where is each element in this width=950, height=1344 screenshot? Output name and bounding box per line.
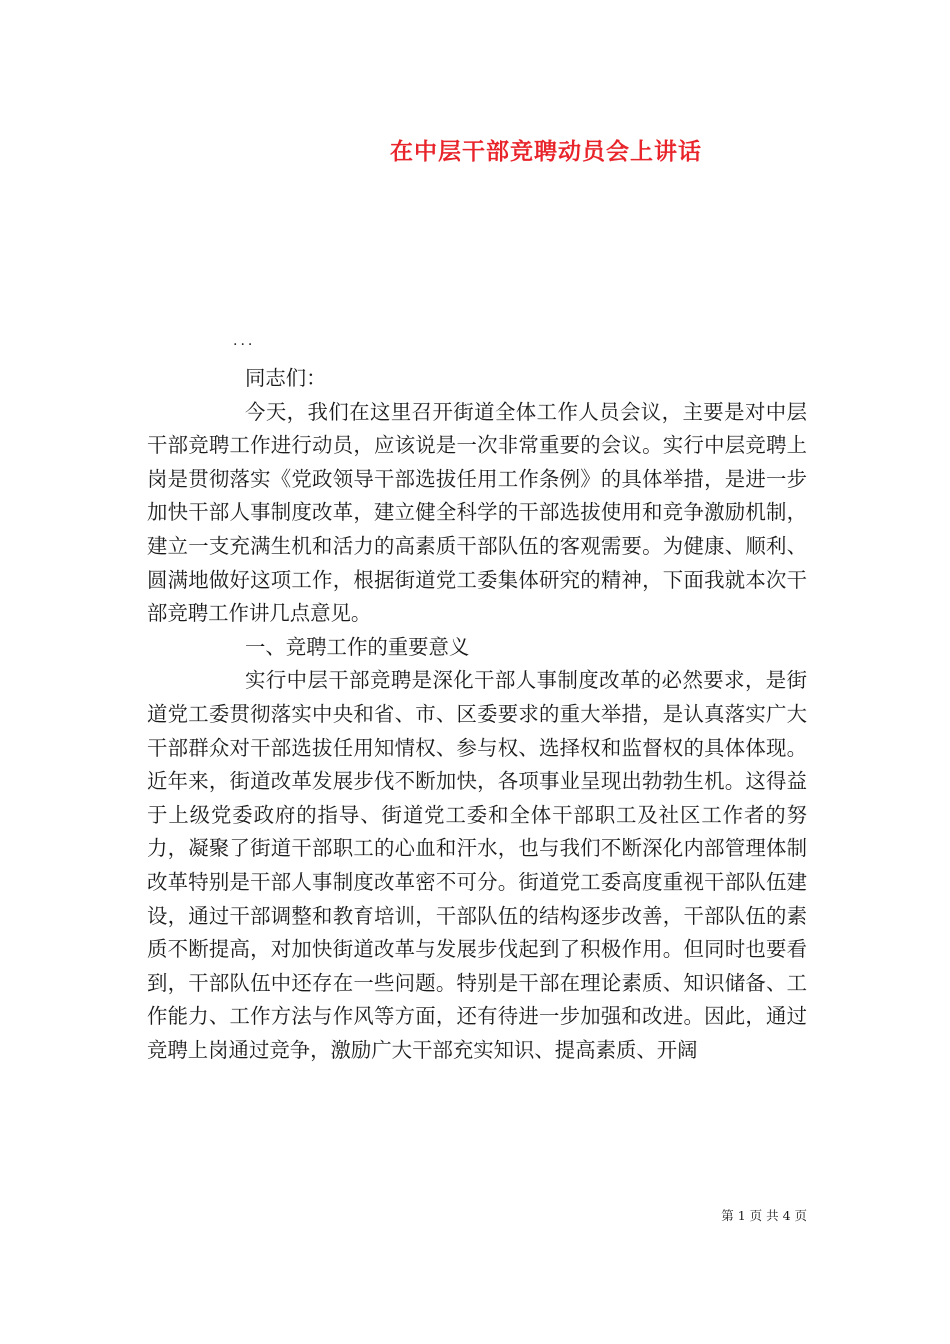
salutation: 同志们：	[245, 366, 327, 390]
document-title: 在中层干部竞聘动员会上讲话	[390, 139, 702, 165]
paragraph-intro: 今天，我们在这里召开街道全体工作人员会议，主要是对中层干部竞聘工作进行动员，应该说是一次非常重要的会议。实行中层竞聘上岗是贯彻落实《党政领导干部选拔任用工作条例》的具体举措，是进一步加快干部人事制度改革，建立健全科学的干部选拔使用和竞争激励机制，建立一支充满生机和活力的高素质干部队伍的客观需要。为健康、顺利、圆满地做好这项工作，根据街道党工委集体研究的精神，下面我就本次干部竞聘工作讲几点意见。	[147, 399, 807, 626]
page-footer: 第 1 页 共 4 页	[721, 1208, 807, 1223]
paragraph-significance: 实行中层干部竞聘是深化干部人事制度改革的必然要求，是街道党工委贯彻落实中央和省、市、区委要求的重大举措，是认真落实广大干部群众对干部选拔任用知情权、参与权、选择权和监督权的具体体现。近年来，街道改革发展步伐不断加快，各项事业呈现出勃勃生机。这得益于上级党委政府的指导、街道党工委和全体干部职工及社区工作者的努力，凝聚了街道干部职工的心血和汗水，也与我们不断深化内部管理体制改革特别是干部人事制度改革密不可分。街道党工委高度重视干部队伍建设，通过干部调整和教育培训，干部队伍的结构逐步改善，干部队伍的素质不断提高，对加快街道改革与发展步伐起到了积极作用。但同时也要看到，干部队伍中还存在一些问题。特别是干部在理论素质、知识储备、工作能力、工作方法与作风等方面，还有待进一步加强和改进。因此，通过竞聘上岗通过竞争，激励广大干部充实知识、提高素质、开阔	[147, 668, 807, 1062]
ellipsis-marker: ...	[233, 333, 256, 349]
section-heading: 一、竞聘工作的重要意义	[245, 634, 470, 659]
document-body	[147, 362, 807, 1067]
